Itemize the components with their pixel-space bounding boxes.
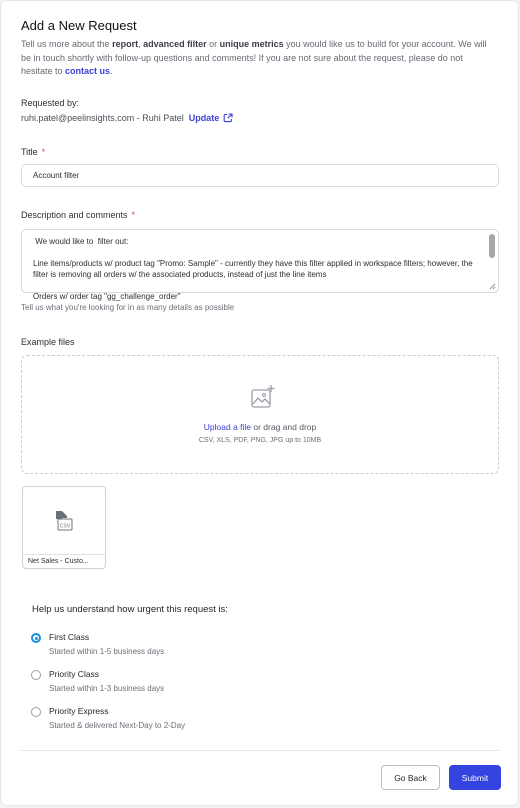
title-input[interactable] bbox=[21, 164, 499, 187]
intro-report: report bbox=[112, 39, 139, 49]
contact-us-link[interactable]: contact us bbox=[65, 66, 111, 76]
option-name: Priority Express bbox=[49, 706, 109, 716]
example-files-label: Example files bbox=[21, 337, 75, 347]
option-desc: Started within 1-5 business days bbox=[49, 647, 165, 656]
intro-advanced-filter: advanced filter bbox=[143, 39, 207, 49]
title-label bbox=[21, 147, 45, 157]
urgency-label: Help us understand how urgent this request is: bbox=[32, 604, 228, 615]
radio-priority-express[interactable] bbox=[31, 707, 41, 717]
required-mark: * bbox=[131, 210, 136, 220]
description-line bbox=[33, 247, 484, 258]
option-name: Priority Class bbox=[49, 669, 100, 679]
page-title: Add a New Request bbox=[21, 18, 137, 33]
option-text bbox=[49, 669, 164, 693]
file-dropzone[interactable] bbox=[21, 355, 499, 474]
requested-by-value: ruhi.patel@peelinsights.com - Ruhi Patel bbox=[21, 113, 184, 123]
intro-part: or bbox=[206, 39, 220, 49]
submit-button[interactable]: Submit bbox=[449, 765, 501, 790]
option-name: First Class bbox=[49, 632, 90, 642]
option-text bbox=[49, 632, 164, 656]
requested-by-label: Requested by: bbox=[21, 98, 80, 108]
required-mark: * bbox=[41, 147, 46, 157]
title-label-text: Title bbox=[21, 147, 38, 157]
intro-text bbox=[21, 38, 496, 79]
upload-instruction bbox=[22, 422, 498, 432]
urgency-option-priority-express[interactable] bbox=[31, 706, 185, 730]
upload-formats: CSV, XLS, PDF, PNG, JPG up to 10MB bbox=[198, 437, 322, 444]
description-line: Line items/products w/ product tag "Promo: Sample" - currently they have this filter applied in workspace filters; however, the filter is removing all orders w/ the associated products, instead of just the line items bbox=[33, 259, 473, 279]
description-hint: Tell us what you're looking for in as many details as possible bbox=[21, 303, 235, 312]
description-line: We would like to filter out: bbox=[33, 237, 129, 246]
go-back-button[interactable]: Go Back bbox=[381, 765, 440, 790]
image-add-icon bbox=[250, 384, 276, 410]
requested-by-row bbox=[21, 113, 233, 123]
description-label-text: Description and comments bbox=[21, 210, 128, 220]
option-desc: Started within 1-3 business days bbox=[49, 684, 165, 693]
intro-unique-metrics: unique metrics bbox=[219, 39, 284, 49]
resize-handle-icon[interactable] bbox=[488, 282, 496, 290]
new-request-form bbox=[1, 1, 518, 805]
intro-part: , bbox=[138, 39, 144, 49]
urgency-option-priority-class[interactable] bbox=[31, 669, 164, 693]
update-label: Update bbox=[188, 113, 220, 123]
uploaded-file-card[interactable] bbox=[22, 486, 106, 569]
intro-part: Tell us more about the bbox=[21, 39, 113, 49]
upload-rest-text: or drag and drop bbox=[251, 422, 317, 432]
radio-first-class[interactable] bbox=[31, 633, 41, 643]
urgency-option-first-class[interactable] bbox=[31, 632, 164, 656]
title-input-value: Account filter bbox=[33, 171, 80, 180]
description-line: Orders w/ order tag "gg_challenge_order" bbox=[33, 292, 181, 301]
description-textarea[interactable] bbox=[21, 229, 499, 301]
description-line bbox=[33, 280, 484, 291]
external-link-icon bbox=[223, 113, 233, 123]
intro-part: you would like us to build for your account. We will be in touch shortly with follow-up questions and comments! If you are not sure about the request, please do not hesitate to bbox=[21, 39, 487, 76]
update-link[interactable] bbox=[189, 113, 234, 123]
footer-divider bbox=[21, 750, 500, 751]
upload-file-link[interactable]: Upload a file bbox=[203, 422, 252, 432]
uploaded-file-name: Net Sales - Custo... bbox=[23, 554, 105, 568]
scroll-thumb[interactable] bbox=[489, 234, 495, 258]
option-text bbox=[49, 706, 185, 730]
intro-part: . bbox=[110, 66, 113, 76]
description-label bbox=[21, 210, 135, 220]
csv-icon-label: CSV bbox=[59, 523, 71, 530]
option-desc: Started & delivered Next-Day to 2-Day bbox=[49, 721, 186, 730]
radio-priority-class[interactable] bbox=[31, 670, 41, 680]
csv-file-icon bbox=[54, 510, 74, 532]
textarea-scrollbar[interactable] bbox=[487, 232, 496, 280]
